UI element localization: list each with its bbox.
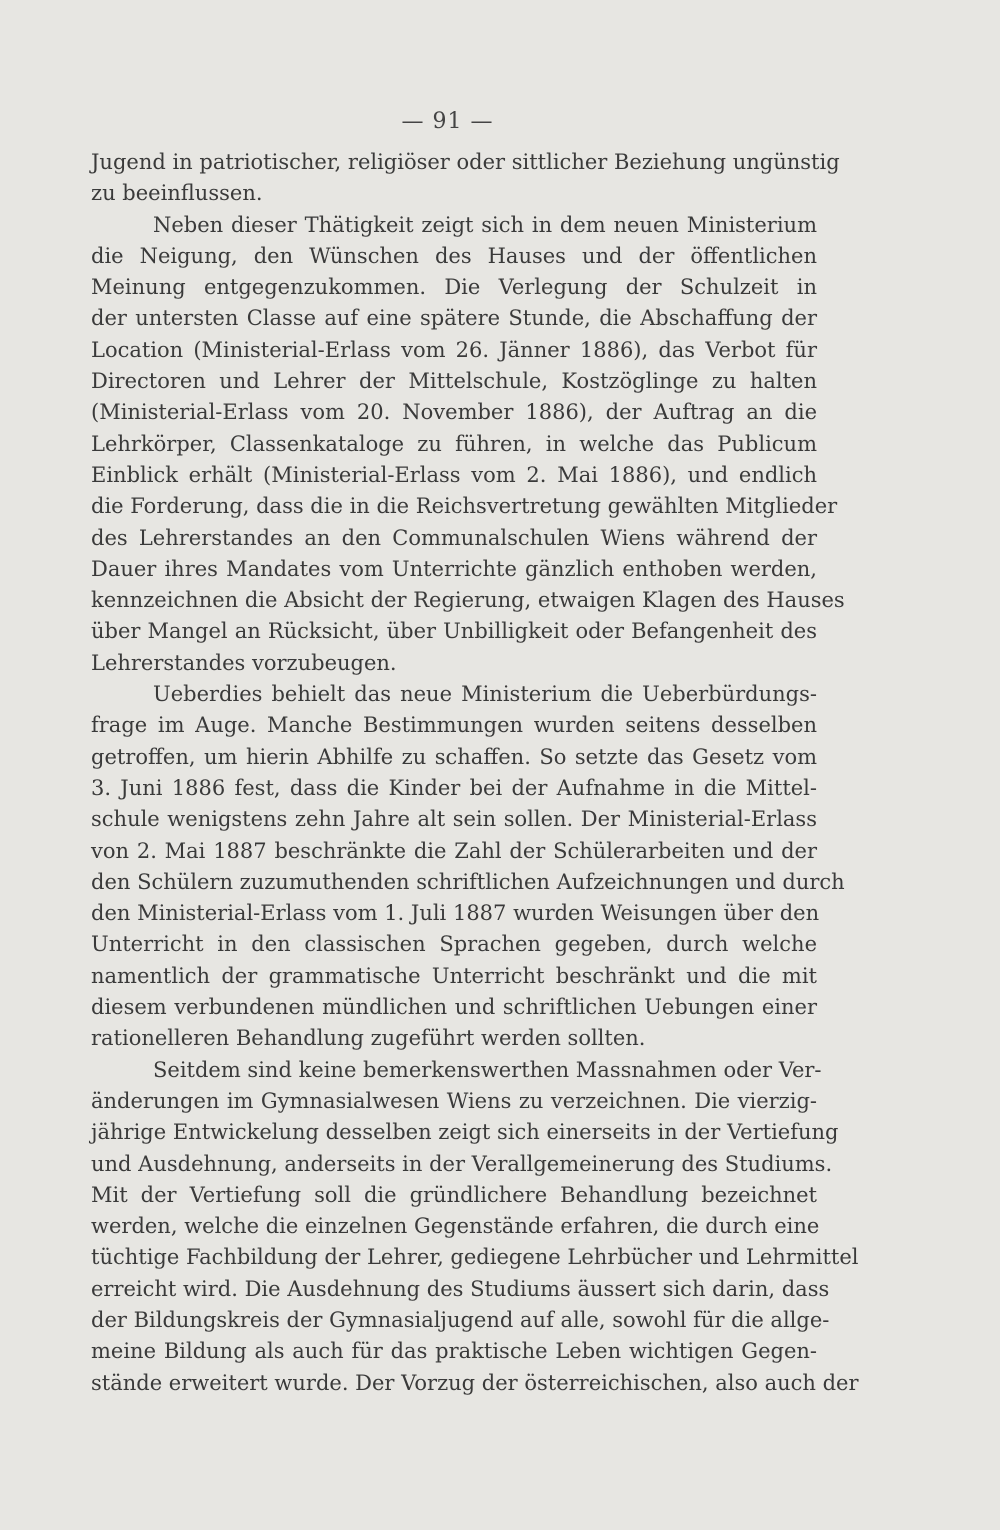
text-line: über Mangel an Rücksicht, über Unbilligkeit oder Befangenheit des: [91, 619, 817, 644]
text-line: zu beeinflussen.: [91, 181, 263, 206]
text-line: tüchtige Fachbildung der Lehrer, gediegene Lehrbücher und Lehrmittel: [91, 1245, 859, 1270]
text-line: den Ministerial-Erlass vom 1. Juli 1887 wurden Weisungen über den: [91, 901, 820, 926]
text-line: 3. Juni 1886 fest, dass die Kinder bei der Aufnahme in die Mittel-: [91, 775, 817, 800]
text-line: frage im Auge. Manche Bestimmungen wurden seitens desselben: [91, 713, 817, 738]
text-line: Einblick erhält (Ministerial-Erlass vom 2. Mai 1886), und endlich: [91, 462, 817, 487]
paragraph: [91, 210, 845, 679]
text-line: Dauer ihres Mandates vom Unterrichte gänzlich enthoben werden,: [91, 556, 817, 581]
text-line: werden, welche die einzelnen Gegenstände erfahren, die durch eine: [91, 1214, 820, 1239]
text-line: Directoren und Lehrer der Mittelschule, Kostzöglinge zu halten: [91, 369, 817, 394]
text-line: Unterricht in den classischen Sprachen gegeben, durch welche: [91, 932, 817, 957]
text-line: schule wenigstens zehn Jahre alt sein sollen. Der Ministerial-Erlass: [91, 807, 817, 832]
text-line: der untersten Classe auf eine spätere Stunde, die Abschaffung der: [91, 306, 817, 331]
text-line: Neben dieser Thätigkeit zeigt sich in dem neuen Ministerium: [153, 212, 817, 237]
text-line: stände erweitert wurde. Der Vorzug der österreichischen, also auch der: [91, 1370, 859, 1395]
text-line: Jugend in patriotischer, religiöser oder sittlicher Beziehung ungünstig: [91, 150, 840, 174]
text-line: und Ausdehnung, anderseits in der Verallgemeinerung des Studiums.: [91, 1151, 833, 1176]
text-line: Meinung entgegenzukommen. Die Verlegung der Schulzeit in: [91, 275, 817, 300]
text-line: meine Bildung als auch für das praktische Leben wichtigen Gegen-: [91, 1339, 817, 1364]
text-line: die Forderung, dass die in die Reichsvertretung gewählten Mitglieder: [91, 494, 838, 519]
body-text: [91, 147, 859, 1399]
text-line: namentlich der grammatische Unterricht beschränkt und die mit: [91, 963, 817, 988]
text-line: jährige Entwickelung desselben zeigt sich einerseits in der Vertiefung: [91, 1120, 839, 1145]
text-line: erreicht wird. Die Ausdehnung des Studiums äussert sich darin, dass: [91, 1276, 830, 1301]
paragraph: [91, 1055, 859, 1399]
text-line: die Neigung, den Wünschen des Hauses und der öffentlichen: [91, 243, 817, 268]
text-line: von 2. Mai 1887 beschränkte die Zahl der Schülerarbeiten und der: [91, 838, 817, 863]
text-line: Location (Ministerial-Erlass vom 26. Jänner 1886), das Verbot für: [91, 337, 817, 362]
text-line: Mit der Vertiefung soll die gründlichere Behandlung bezeichnet: [91, 1182, 817, 1207]
text-line: Ueberdies behielt das neue Ministerium die Ueberbürdungs-: [153, 682, 817, 707]
text-line: der Bildungskreis der Gymnasialjugend auf alle, sowohl für die allge-: [91, 1307, 830, 1332]
text-line: des Lehrerstandes an den Communalschulen Wiens während der: [91, 525, 817, 550]
text-line: getroffen, um hierin Abhilfe zu schaffen. So setzte das Gesetz vom: [91, 744, 817, 769]
text-line: rationelleren Behandlung zugeführt werden sollten.: [91, 1026, 646, 1051]
text-line: diesem verbundenen mündlichen und schriftlichen Uebungen einer: [91, 995, 817, 1020]
text-line: Lehrkörper, Classenkataloge zu führen, in welche das Publicum: [91, 431, 817, 456]
text-line: (Ministerial-Erlass vom 20. November 1886), der Auftrag an die: [91, 400, 817, 425]
page-number: — 91 —: [401, 109, 494, 134]
text-line: kennzeichnen die Absicht der Regierung, etwaigen Klagen des Hauses: [91, 588, 845, 613]
text-line: Lehrerstandes vorzubeugen.: [91, 650, 397, 675]
text-line: Seitdem sind keine bemerkenswerthen Massnahmen oder Ver-: [153, 1057, 822, 1082]
text-line: den Schülern zuzumuthenden schriftlichen Aufzeichnungen und durch: [91, 869, 845, 894]
text-line: änderungen im Gymnasialwesen Wiens zu verzeichnen. Die vierzig-: [91, 1088, 817, 1113]
paragraph: [91, 147, 840, 210]
paragraph: [91, 679, 845, 1055]
